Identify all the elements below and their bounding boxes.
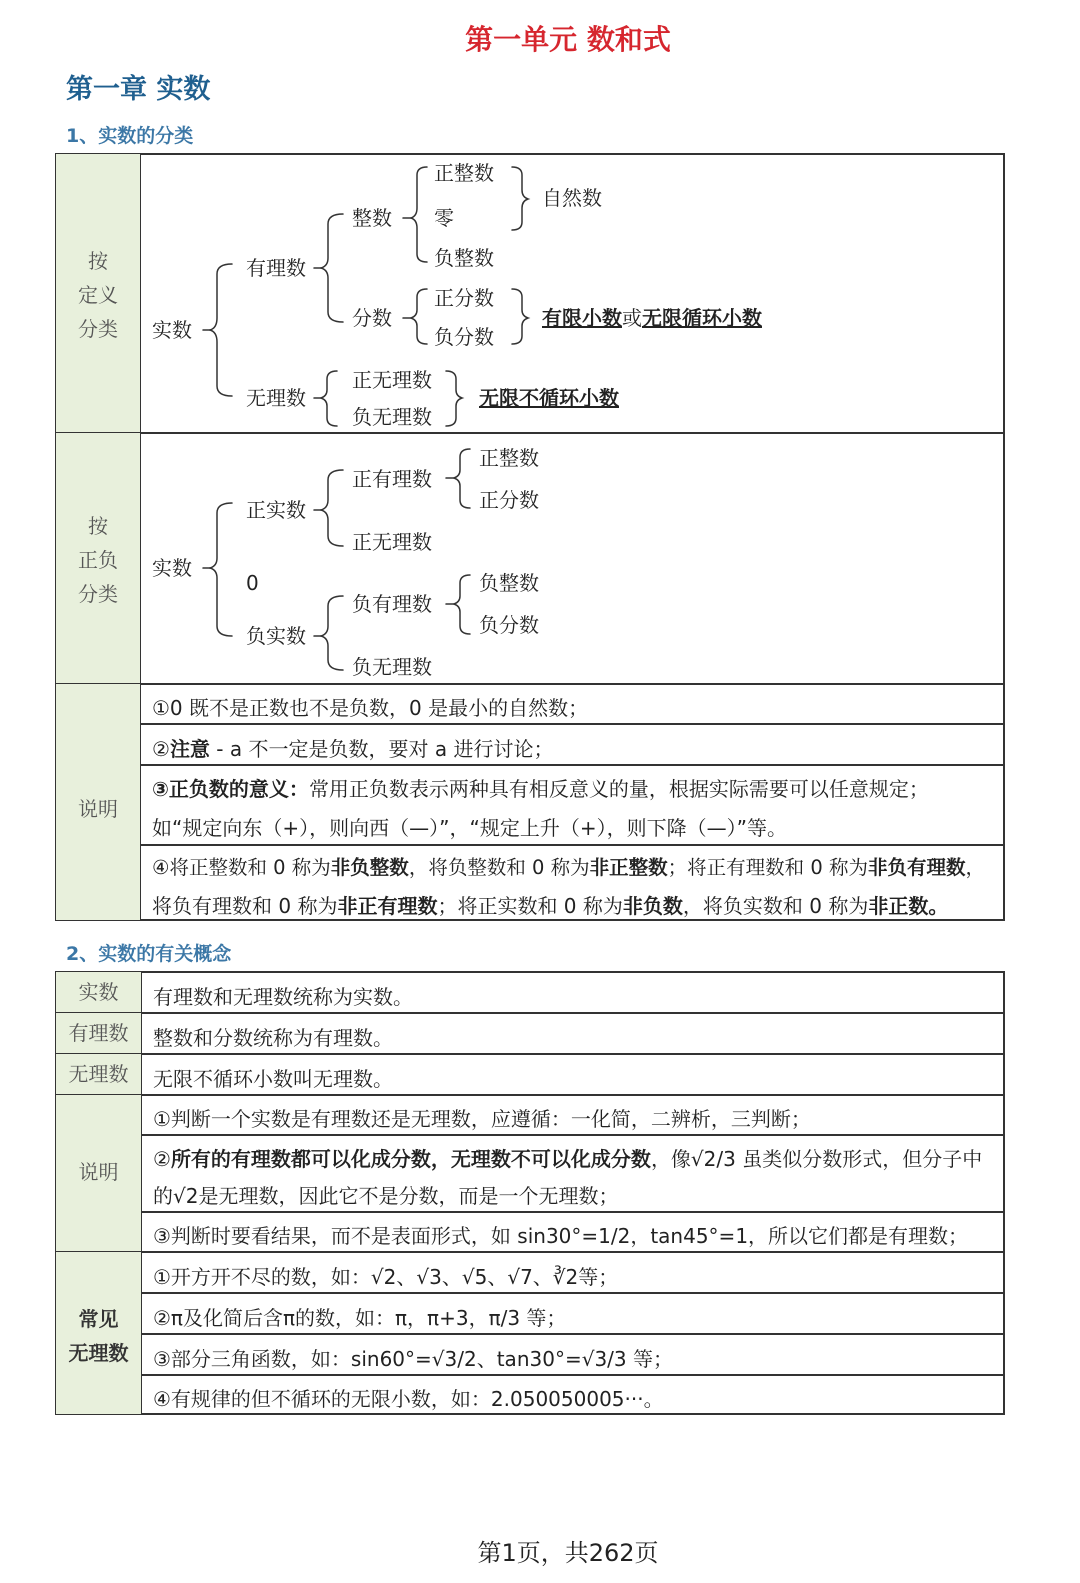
explain-3: ③判断时要看结果，而不是表面形式，如 sin30°=1/2，tan45°=1，所以它们都是有理数；: [153, 1224, 969, 1248]
def-pos-int: 正整数: [434, 161, 494, 185]
note-4-line2: 将负有理数和 0 称为非正有理数；将正实数和 0 称为非负数，将负实数和 0 称为非正数。: [152, 894, 949, 918]
desc-rational: 整数和分数统称为有理数。: [153, 1026, 393, 1050]
sign-root-real: 实数: [152, 556, 192, 580]
def-nonrepeating-note: 无限不循环小数: [479, 386, 619, 410]
desc-real: 有理数和无理数统称为实数。: [153, 985, 413, 1009]
common-4: ④有规律的但不循环的无限小数，如：2.050050005···。: [153, 1387, 664, 1411]
term-irrational: 无理数: [68, 1062, 129, 1086]
sign-neg-rational: 负有理数: [352, 592, 432, 616]
section-2-title: 2、实数的有关概念: [66, 943, 232, 965]
note-3: ③正负数的意义：常用正负数表示两种具有相反意义的量，根据实际需要可以任意规定；: [152, 777, 929, 801]
page-footer: 第1页，共262页: [477, 1539, 659, 1567]
sign-neg-irr: 负无理数: [352, 655, 432, 679]
def-neg-irr: 负无理数: [352, 405, 432, 429]
sign-pos-int: 正整数: [479, 446, 539, 470]
label-by-definition: 按 定义 分类: [78, 249, 118, 341]
chapter-title: 第一章 实数: [66, 74, 211, 105]
note-2: ②注意 - a 不一定是负数，要对 a 进行讨论；: [152, 737, 554, 761]
sign-neg-real: 负实数: [246, 624, 306, 648]
label-explain: 说明: [78, 1160, 119, 1184]
def-integer: 整数: [352, 206, 392, 230]
note-3-line2: 如“规定向东（+），则向西（—）”，“规定上升（+），则下降（—）”等。: [152, 816, 787, 840]
def-root-real: 实数: [152, 318, 192, 342]
sign-pos-frac: 正分数: [479, 488, 539, 512]
def-decimal-note: 有限小数或无限循环小数: [542, 306, 762, 330]
label-common-irrationals: 常见 无理数: [68, 1307, 129, 1365]
explain-2: ②所有的有理数都可以化成分数，无理数不可以化成分数，像√2/3 虽类似分数形式，但分子中: [153, 1147, 983, 1171]
def-irrational: 无理数: [246, 386, 306, 410]
explain-1: ①判断一个实数是有理数还是无理数，应遵循：一化简，二辨析，三判断；: [153, 1107, 811, 1131]
note-4: ④将正整数和 0 称为非负整数，将负整数和 0 称为非正整数；将正有理数和 0 称为非负有理数，: [152, 856, 985, 879]
def-neg-frac: 负分数: [434, 325, 494, 349]
label-notes: 说明: [78, 797, 118, 821]
common-2: ②π及化简后含π的数，如：π，π+3，π/3 等；: [153, 1306, 567, 1330]
explain-2-line2: 的√2是无理数，因此它不是分数，而是一个无理数；: [153, 1184, 619, 1208]
def-rational: 有理数: [246, 256, 306, 280]
term-rational: 有理数: [68, 1021, 129, 1045]
sign-zero: 0: [246, 571, 259, 595]
def-pos-irr: 正无理数: [352, 368, 432, 392]
def-natural: 自然数: [542, 186, 602, 210]
label-by-sign: 按 正负 分类: [78, 514, 118, 606]
unit-title: 第一单元 数和式: [465, 23, 671, 56]
def-zero: 零: [434, 206, 454, 230]
term-real: 实数: [78, 980, 119, 1004]
def-neg-int: 负整数: [434, 246, 494, 270]
def-fraction: 分数: [352, 306, 392, 330]
common-3: ③部分三角函数，如：sin60°=√3/2、tan30°=√3/3 等；: [153, 1347, 673, 1371]
sign-pos-rational: 正有理数: [352, 467, 432, 491]
desc-irrational: 无限不循环小数叫无理数。: [153, 1067, 393, 1091]
def-pos-frac: 正分数: [434, 286, 494, 310]
sign-neg-frac: 负分数: [479, 613, 539, 637]
note-1: ①0 既不是正数也不是负数，0 是最小的自然数；: [152, 696, 589, 720]
sign-neg-int: 负整数: [479, 571, 539, 595]
common-1: ①开方开不尽的数，如：√2、√3、√5、√7、∛2等；: [153, 1265, 619, 1289]
section-1-title: 1、实数的分类: [66, 125, 194, 147]
sign-pos-real: 正实数: [246, 498, 306, 522]
sign-pos-irr: 正无理数: [352, 530, 432, 554]
